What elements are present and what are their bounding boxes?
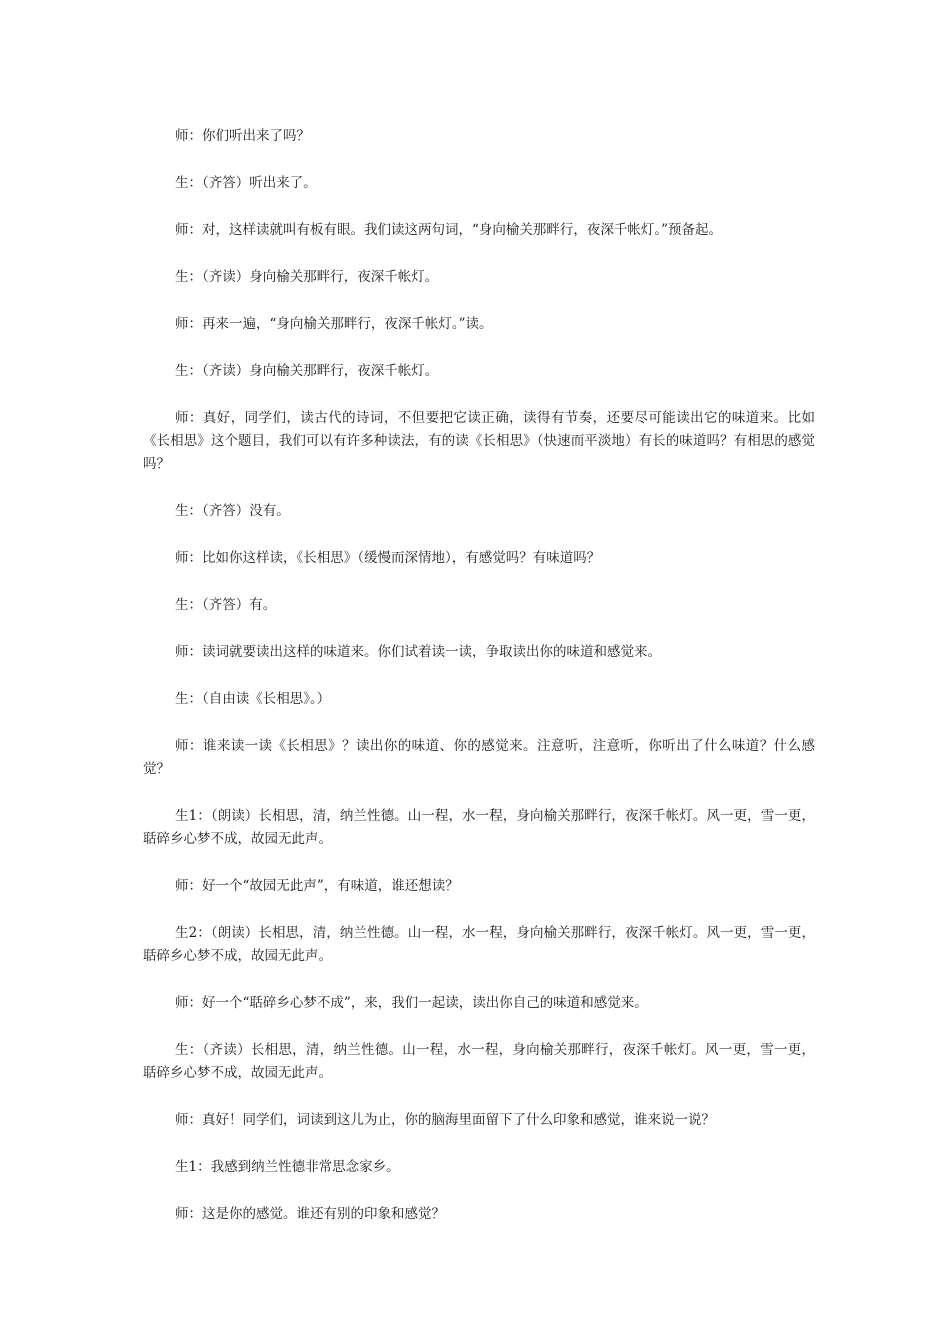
paragraph-student: 生：（齐答）有。: [175, 597, 277, 613]
paragraph-teacher: 师：你们听出来了吗？: [175, 128, 310, 144]
paragraph-student: 生2：（朗读）长相思，清，纳兰性德。山一程，水一程，身向榆关那畔行，夜深千帐灯。风一更，雪一更，聒碎乡心梦不成，故园无此声。: [143, 925, 815, 964]
paragraph-teacher: 师：真好，同学们，读古代的诗词，不但要把它读正确，读得有节奏，还要尽可能读出它的味道来。比如《长相思》这个题目，我们可以有许多种读法，有的读《长相思》（快速而平淡地）有长的味道吗？有相思的感觉吗？: [143, 410, 815, 472]
paragraph-student: 生：（齐答）听出来了。: [175, 175, 317, 191]
paragraph-teacher: 师：比如你这样读，《长相思》（缓慢而深情地），有感觉吗？有味道吗？: [175, 550, 601, 566]
paragraph-student: 生1：（朗读）长相思，清，纳兰性德。山一程，水一程，身向榆关那畔行，夜深千帐灯。风一更，雪一更，聒碎乡心梦不成，故园无此声。: [143, 808, 815, 847]
paragraph-teacher: 师：好一个“聒碎乡心梦不成”，来，我们一起读，读出你自己的味道和感觉来。: [175, 995, 648, 1011]
paragraph-teacher: 师：真好！同学们，词读到这儿为止，你的脑海里面留下了什么印象和感觉，谁来说一说？: [175, 1112, 715, 1128]
paragraph-student: 生：（齐答）没有。: [175, 503, 290, 519]
paragraph-teacher: 师：谁来读一读《长相思》？读出你的味道、你的感觉来。注意听，注意听，你听出了什么味道？什么感觉？: [143, 738, 815, 777]
paragraph-student: 生：（齐读）身向榆关那畔行，夜深千帐灯。: [175, 269, 439, 285]
paragraph-student: 生：（齐读）长相思，清，纳兰性德。山一程，水一程，身向榆关那畔行，夜深千帐灯。风一更，雪一更，聒碎乡心梦不成，故园无此声。: [143, 1042, 815, 1081]
paragraph-teacher: 师：这是你的感觉。谁还有别的印象和感觉？: [175, 1206, 445, 1222]
paragraph-student: 生：（自由读《长相思》。）: [175, 691, 331, 707]
paragraph-teacher: 师：读词就要读出这样的味道来。你们试着读一读，争取读出你的味道和感觉来。: [175, 644, 661, 660]
paragraph-teacher: 师：再来一遍，“身向榆关那畔行，夜深千帐灯。”读。: [175, 316, 493, 332]
paragraph-teacher: 师：好一个“故园无此声”，有味道，谁还想读？: [175, 878, 459, 894]
document-body: [143, 125, 815, 1226]
paragraph-student: 生：（齐读）身向榆关那畔行，夜深千帐灯。: [175, 363, 439, 379]
paragraph-student: 生1：我感到纳兰性德非常思念家乡。: [175, 1159, 400, 1175]
paragraph-teacher: 师：对，这样读就叫有板有眼。我们读这两句词，“身向榆关那畔行，夜深千帐灯。”预备起。: [175, 222, 723, 238]
